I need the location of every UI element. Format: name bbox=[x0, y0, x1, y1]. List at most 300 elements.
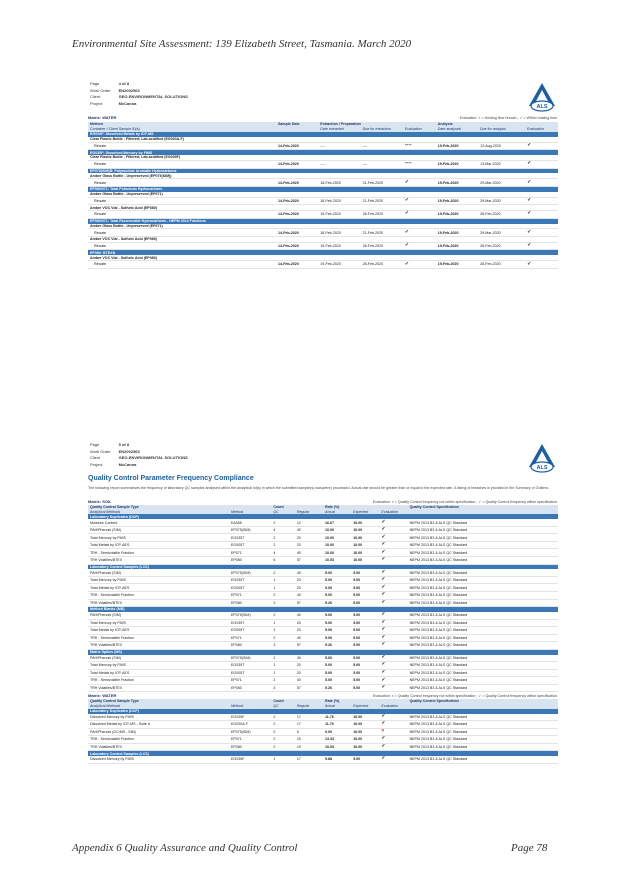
table-cell: Total Mercury by FIMS bbox=[88, 619, 229, 627]
meta-key: Work Order bbox=[90, 448, 111, 454]
table-cell: 15 bbox=[295, 736, 323, 744]
table-cell: NEPM 2013 B3 & ALS QC Standard bbox=[408, 684, 558, 692]
table-cell: NEPM 2013 B3 & ALS QC Standard bbox=[408, 655, 558, 662]
table-cell: Amber Glass Bottle - Unpreserved (EP071) bbox=[88, 224, 276, 229]
column-header: Method bbox=[88, 122, 276, 127]
evaluation-tick: ✓ bbox=[379, 669, 407, 677]
table-cell: 17 bbox=[295, 756, 323, 763]
table-cell: 6 bbox=[295, 728, 323, 736]
column-subheader: Actual bbox=[323, 510, 351, 515]
table-cell: 5.26 bbox=[323, 684, 351, 692]
table-cell: 5.00 bbox=[351, 677, 379, 685]
table-cell: 10.00 bbox=[351, 526, 379, 534]
evaluation-tick: ✓ bbox=[379, 634, 407, 642]
column-header: Extraction / Preparation bbox=[320, 122, 361, 127]
evaluation-tick: ✓ bbox=[379, 736, 407, 744]
meta-key: Client bbox=[90, 94, 101, 100]
table-cell: NEPM 2013 B3 & ALS QC Standard bbox=[408, 549, 558, 557]
table-cell: 10.00 bbox=[351, 541, 379, 549]
table-cell: 5.00 bbox=[323, 569, 351, 576]
table-cell: PAH/Phenols (GC/MS - SIM) bbox=[88, 728, 229, 736]
table-cell: 5.00 bbox=[323, 619, 351, 627]
table-cell: 20 bbox=[295, 534, 323, 542]
table-cell: 5.00 bbox=[323, 662, 351, 670]
matrix-label: Matrix: SOIL bbox=[88, 500, 112, 504]
evaluation-tick: ---- bbox=[403, 160, 436, 168]
table-cell: 17 bbox=[295, 714, 323, 721]
table-cell: 2 bbox=[271, 655, 295, 662]
table-cell: EP075(SIM) bbox=[229, 728, 271, 736]
table-cell: Total Metals by ICP-AES bbox=[88, 584, 229, 592]
table-cell: Rinsate bbox=[88, 179, 276, 187]
table-cell: 5.00 bbox=[351, 612, 379, 619]
table-row bbox=[88, 627, 558, 635]
table-cell: 2 bbox=[271, 569, 295, 576]
table-cell: NEPM 2013 B3 & ALS QC Standard bbox=[408, 728, 558, 736]
table-cell: 20 bbox=[295, 662, 323, 670]
table-row bbox=[88, 655, 558, 662]
table-cell: 28-Feb-2020 bbox=[478, 261, 525, 269]
table-cell: 6 bbox=[271, 556, 295, 564]
meta-key: Page bbox=[90, 442, 100, 447]
column-subheader: Expected bbox=[351, 510, 379, 515]
evaluation-tick: ✓ bbox=[379, 519, 407, 526]
column-subheader: QC bbox=[271, 704, 295, 709]
table-cell: 2 bbox=[271, 592, 295, 600]
evaluation-tick: ✓ bbox=[379, 556, 407, 564]
column-subheader: Method bbox=[229, 510, 271, 515]
meta-row bbox=[90, 82, 194, 87]
table-row bbox=[88, 677, 558, 685]
table-cell: EA055 bbox=[229, 519, 271, 526]
table-cell: 28-Feb-2020 bbox=[361, 242, 403, 250]
table-cell: NEPM 2013 B3 & ALS QC Standard bbox=[408, 642, 558, 650]
table-cell: 5.88 bbox=[323, 756, 351, 763]
table-cell: 14-Feb-2020 bbox=[276, 160, 318, 168]
evaluation-tick: ✓ bbox=[379, 655, 407, 662]
table-cell: TRH Volatiles/BTEX bbox=[88, 684, 229, 692]
table-cell: 5.26 bbox=[323, 599, 351, 607]
table-cell: Amber VOC Vial - Sulfuric Acid (EP080) bbox=[88, 236, 276, 242]
meta-value: GEO-ENVIRONMENTAL SOLUTIONS bbox=[118, 455, 188, 461]
table-cell: NEPM 2013 B3 & ALS QC Standard bbox=[408, 743, 558, 751]
evaluation-tick: ✓ bbox=[379, 677, 407, 685]
table-cell: EG035T bbox=[229, 534, 271, 542]
evaluation-tick: ✓ bbox=[525, 229, 558, 237]
evaluation-tick: ✓ bbox=[525, 160, 558, 168]
meta-row bbox=[90, 463, 194, 468]
table-cell: 19-Feb-2020 bbox=[436, 229, 478, 237]
table-cell: 12-Aug-2020 bbox=[478, 142, 525, 150]
column-subheader: Analytical Methods bbox=[88, 704, 229, 709]
table-cell: 10.00 bbox=[323, 541, 351, 549]
section-title: EG035F: Dissolved Mercury by FIMS bbox=[88, 150, 558, 155]
meta-row bbox=[90, 456, 194, 461]
table-cell: EP080 bbox=[229, 743, 271, 751]
table-cell: TRH - Semivolatile Fraction bbox=[88, 634, 229, 642]
table-row bbox=[88, 756, 558, 763]
table-cell: 1 bbox=[271, 662, 295, 670]
table-cell: Total Metals by ICP-AES bbox=[88, 541, 229, 549]
matrix-header-row bbox=[88, 116, 558, 121]
table-cell: 16.67 bbox=[323, 519, 351, 526]
table-row bbox=[88, 592, 558, 600]
section-title: Laboratory Duplicates (DUP) bbox=[88, 709, 558, 714]
table-cell: EG020A-F bbox=[229, 721, 271, 729]
table-cell: 5.00 bbox=[323, 612, 351, 619]
table-cell: 28-Feb-2020 bbox=[478, 211, 525, 219]
evaluation-tick: ✓ bbox=[403, 261, 436, 269]
table-cell: 2 bbox=[271, 541, 295, 549]
column-header: Count bbox=[271, 505, 295, 510]
table-cell: Total Metals by ICP-AES bbox=[88, 627, 229, 635]
table-cell: 2 bbox=[271, 519, 295, 526]
table-row bbox=[88, 519, 558, 526]
table-cell: NEPM 2013 B3 & ALS QC Standard bbox=[408, 534, 558, 542]
column-subheader: Regular bbox=[295, 510, 323, 515]
table-row bbox=[88, 556, 558, 564]
column-header: Sample Date bbox=[276, 122, 318, 127]
evaluation-tick: ✓ bbox=[403, 242, 436, 250]
evaluation-tick: ✓ bbox=[379, 541, 407, 549]
table-cell: NEPM 2013 B3 & ALS QC Standard bbox=[408, 662, 558, 670]
table-cell: 29-Mar-2020 bbox=[478, 179, 525, 187]
table-cell: 18-Feb-2020 bbox=[318, 197, 360, 205]
meta-value: EN2002563 bbox=[118, 87, 140, 93]
column-subheader: Date analysed bbox=[436, 127, 478, 132]
table-cell: EP071 bbox=[229, 677, 271, 685]
table-cell: 10.00 bbox=[351, 736, 379, 744]
evaluation-tick: ✓ bbox=[379, 627, 407, 635]
table-cell: 5.00 bbox=[323, 592, 351, 600]
evaluation-tick: × bbox=[379, 728, 407, 736]
table-cell: Rinsate bbox=[88, 211, 276, 219]
table-cell: 2 bbox=[271, 634, 295, 642]
evaluation-tick: ✓ bbox=[379, 612, 407, 619]
table-cell: 14-Feb-2020 bbox=[276, 229, 318, 237]
evaluation-tick: ✓ bbox=[525, 142, 558, 150]
table-cell: 29-Mar-2020 bbox=[478, 229, 525, 237]
column-subheader: Evaluation bbox=[379, 510, 407, 515]
section-title: Laboratory Duplicates (DUP) bbox=[88, 514, 558, 519]
table-cell: TRH - Semivolatile Fraction bbox=[88, 592, 229, 600]
evaluation-tick: ✓ bbox=[379, 526, 407, 534]
table-row bbox=[88, 662, 558, 670]
table-cell: PAH/Phenols (SIM) bbox=[88, 655, 229, 662]
meta-value: GEO-ENVIRONMENTAL SOLUTIONS bbox=[118, 94, 188, 100]
table-cell: NEPM 2013 B3 & ALS QC Standard bbox=[408, 721, 558, 729]
table-cell: EG035T bbox=[229, 576, 271, 584]
table-cell: Total Metals by ICP-AES bbox=[88, 669, 229, 677]
table-row bbox=[88, 736, 558, 744]
table-cell: NEPM 2013 B3 & ALS QC Standard bbox=[408, 736, 558, 744]
table-cell: 17 bbox=[295, 721, 323, 729]
section-title: Method Blanks (MB) bbox=[88, 607, 558, 612]
section-title: EP080: BTEXN bbox=[88, 250, 558, 255]
table-cell: EP080 bbox=[229, 642, 271, 650]
table-cell: 14-Feb-2020 bbox=[276, 211, 318, 219]
table-cell: 5.00 bbox=[351, 655, 379, 662]
section-title: Laboratory Control Samples (LCS) bbox=[88, 751, 558, 756]
table-cell: ---- bbox=[318, 142, 360, 150]
table-cell: 14-Feb-2020 bbox=[276, 242, 318, 250]
table-cell: 13-Mar-2020 bbox=[478, 160, 525, 168]
table-cell: EG005T bbox=[229, 627, 271, 635]
evaluation-legend: Evaluation: × = Quality Control frequency not within specification ; ✓ = Quality Control frequency within specification. bbox=[372, 500, 558, 504]
table-cell: 10.00 bbox=[351, 728, 379, 736]
meta-value: 4 of 8 bbox=[118, 81, 130, 86]
table-cell: Rinsate bbox=[88, 229, 276, 237]
meta-value: EN2002563 bbox=[118, 448, 140, 454]
table-cell: EP075(SIM) bbox=[229, 612, 271, 619]
table-cell: 21-Feb-2020 bbox=[361, 179, 403, 187]
matrix-label: Matrix: WATER bbox=[88, 115, 117, 120]
table-cell: 20 bbox=[295, 541, 323, 549]
evaluation-tick: ✓ bbox=[525, 197, 558, 205]
evaluation-tick: ✓ bbox=[379, 576, 407, 584]
table-cell: PAH/Phenols (SIM) bbox=[88, 526, 229, 534]
table-cell: 5.00 bbox=[351, 627, 379, 635]
evaluation-tick: ✓ bbox=[379, 584, 407, 592]
meta-value: 5 of 8 bbox=[118, 442, 130, 447]
column-header: Analysis bbox=[436, 122, 478, 127]
evaluation-legend: Evaluation: × = Holding time breach ; ✓ = Within holding time. bbox=[459, 116, 558, 120]
table-cell: EP080 bbox=[229, 684, 271, 692]
svg-text:ALS: ALS bbox=[536, 465, 548, 471]
qc-frequency-table bbox=[88, 505, 558, 693]
table-cell: PAH/Phenols (SIM) bbox=[88, 569, 229, 576]
table-row bbox=[88, 242, 558, 250]
column-subheader: Due for extraction bbox=[361, 127, 403, 132]
table-cell: TRH Volatiles/BTEX bbox=[88, 642, 229, 650]
meta-key: Work Order bbox=[90, 87, 111, 93]
qc-frequency-table bbox=[88, 699, 558, 764]
table-row bbox=[88, 599, 558, 607]
table-cell: Dissolved Metals by ICP-MS - Suite A bbox=[88, 721, 229, 729]
meta-key: Page bbox=[90, 81, 100, 86]
report-meta bbox=[88, 80, 196, 108]
table-cell: 5.00 bbox=[351, 684, 379, 692]
table-cell: NEPM 2013 B3 & ALS QC Standard bbox=[408, 677, 558, 685]
column-header: Rate (%) bbox=[323, 505, 351, 510]
column-subheader: Expected bbox=[351, 704, 379, 709]
evaluation-tick: ✓ bbox=[403, 179, 436, 187]
table-cell: Amber VOC Vial - Sulfuric Acid (EP080) bbox=[88, 255, 276, 260]
column-header: Quality Control Sample Type bbox=[88, 699, 229, 704]
table-cell: NEPM 2013 B3 & ALS QC Standard bbox=[408, 634, 558, 642]
evaluation-tick: ✓ bbox=[379, 619, 407, 627]
table-row bbox=[88, 584, 558, 592]
table-cell: NEPM 2013 B3 & ALS QC Standard bbox=[408, 612, 558, 619]
table-cell: 3 bbox=[271, 684, 295, 692]
table-cell: 11.76 bbox=[323, 714, 351, 721]
table-cell: 40 bbox=[295, 677, 323, 685]
page-header: Environmental Site Assessment: 139 Elizabeth Street, Tasmania. March 2020 bbox=[72, 38, 412, 50]
table-cell: Rinsate bbox=[88, 261, 276, 269]
qc-matrices bbox=[88, 498, 558, 764]
table-cell: 57 bbox=[295, 642, 323, 650]
matrix-label: Matrix: WATER bbox=[88, 694, 117, 699]
evaluation-tick: ✓ bbox=[379, 599, 407, 607]
table-cell: Moisture Content bbox=[88, 519, 229, 526]
table-cell: 12 bbox=[295, 519, 323, 526]
table-cell: 5.00 bbox=[323, 655, 351, 662]
table-cell: Clear Plastic Bottle - Filtered; Lab-acidified (EG035F) bbox=[88, 155, 276, 160]
column-subheader: Evaluation bbox=[379, 704, 407, 709]
table-cell: 18-Feb-2020 bbox=[318, 179, 360, 187]
footer-page-number: Page 78 bbox=[511, 842, 548, 854]
table-row bbox=[88, 526, 558, 534]
meta-value: McCanna bbox=[118, 100, 137, 106]
table-cell: Amber Glass Bottle - Unpreserved (EP071) bbox=[88, 192, 276, 197]
table-cell: 5.00 bbox=[351, 756, 379, 763]
meta-row bbox=[90, 443, 194, 448]
table-cell: 19-Feb-2020 bbox=[436, 211, 478, 219]
table-cell: 40 bbox=[295, 526, 323, 534]
table-cell: NEPM 2013 B3 & ALS QC Standard bbox=[408, 556, 558, 564]
table-cell: 1 bbox=[271, 584, 295, 592]
column-header: Count bbox=[271, 699, 295, 704]
table-cell: Rinsate bbox=[88, 142, 276, 150]
column-subheader: Evaluation bbox=[525, 127, 558, 132]
evaluation-tick: ✓ bbox=[379, 549, 407, 557]
table-cell: 57 bbox=[295, 684, 323, 692]
table-row bbox=[88, 714, 558, 721]
column-header: Quality Control Specification bbox=[408, 699, 558, 704]
table-row bbox=[88, 229, 558, 237]
table-cell: EP071 bbox=[229, 736, 271, 744]
table-cell: Amber Glass Bottle - Unpreserved (EP075(SIM)) bbox=[88, 173, 276, 178]
table-cell: EP080 bbox=[229, 599, 271, 607]
table-cell: Total Mercury by FIMS bbox=[88, 576, 229, 584]
table-row bbox=[88, 211, 558, 219]
meta-row bbox=[90, 89, 194, 94]
table-cell: ---- bbox=[318, 160, 360, 168]
table-cell: NEPM 2013 B3 & ALS QC Standard bbox=[408, 592, 558, 600]
qc-frequency-report bbox=[88, 441, 558, 801]
evaluation-tick: ✓ bbox=[379, 714, 407, 721]
evaluation-tick: ✓ bbox=[525, 242, 558, 250]
table-cell: Total Mercury by FIMS bbox=[88, 534, 229, 542]
table-row bbox=[88, 642, 558, 650]
table-cell: 5.00 bbox=[323, 584, 351, 592]
table-cell: 19-Feb-2020 bbox=[436, 160, 478, 168]
table-row bbox=[88, 549, 558, 557]
table-cell: 10.00 bbox=[351, 721, 379, 729]
table-row bbox=[88, 576, 558, 584]
table-cell: 20 bbox=[295, 627, 323, 635]
meta-key: Client bbox=[90, 455, 101, 461]
table-cell: EP071 bbox=[229, 592, 271, 600]
section-title: EP075(SIM)B: Polynuclear Aromatic Hydrocarbons bbox=[88, 168, 558, 173]
column-header: Rate (%) bbox=[323, 699, 351, 704]
table-cell: TRH - Semivolatile Fraction bbox=[88, 549, 229, 557]
table-cell: NEPM 2013 B3 & ALS QC Standard bbox=[408, 576, 558, 584]
table-cell: EG035F bbox=[229, 714, 271, 721]
table-cell: 2 bbox=[271, 743, 295, 751]
evaluation-tick: ✓ bbox=[525, 261, 558, 269]
meta-key: Project bbox=[90, 461, 103, 467]
table-cell: 19-Feb-2020 bbox=[318, 261, 360, 269]
table-cell: 19-Feb-2020 bbox=[436, 179, 478, 187]
table-row bbox=[88, 569, 558, 576]
table-cell: 40 bbox=[295, 612, 323, 619]
table-cell: 14-Feb-2020 bbox=[276, 197, 318, 205]
table-cell: 40 bbox=[295, 549, 323, 557]
column-subheader: Evaluation bbox=[403, 127, 436, 132]
table-cell: 19-Feb-2020 bbox=[436, 242, 478, 250]
section-title: EP080/071: Total Recoverable Hydrocarbons - NEPM 2013 Fractions bbox=[88, 218, 558, 223]
table-cell: TRH - Semivolatile Fraction bbox=[88, 736, 229, 744]
table-cell: 10.53 bbox=[323, 556, 351, 564]
section-title: Laboratory Control Samples (LCS) bbox=[88, 564, 558, 569]
table-cell: 1 bbox=[271, 619, 295, 627]
table-row bbox=[88, 534, 558, 542]
table-cell: NEPM 2013 B3 & ALS QC Standard bbox=[408, 541, 558, 549]
table-cell: 20 bbox=[295, 576, 323, 584]
table-cell: 3 bbox=[271, 642, 295, 650]
table-cell: 2 bbox=[271, 612, 295, 619]
table-row bbox=[88, 634, 558, 642]
meta-row bbox=[90, 102, 194, 107]
report-intro: The following report summarises the frequency of laboratory QC samples analysed within the analytical lot(s) in which the submitted sample(s) was(were) processed. Actual rate should be greater than or equal to the expected rate. A listing of breaches is provided in the Summary of Outliers. bbox=[88, 486, 550, 490]
table-row bbox=[88, 197, 558, 205]
evaluation-tick: ✓ bbox=[379, 534, 407, 542]
holding-time-table bbox=[88, 122, 558, 269]
section-title: Matrix Spikes (MS) bbox=[88, 649, 558, 654]
table-row bbox=[88, 728, 558, 736]
footer-left: Appendix 6 Quality Assurance and Quality Control bbox=[72, 842, 298, 854]
table-cell: EP071 bbox=[229, 634, 271, 642]
table-cell: 19 bbox=[295, 743, 323, 751]
table-cell: 57 bbox=[295, 599, 323, 607]
table-cell: 5.00 bbox=[351, 669, 379, 677]
table-cell: 11.76 bbox=[323, 721, 351, 729]
table-row bbox=[88, 619, 558, 627]
evaluation-tick: ✓ bbox=[379, 743, 407, 751]
table-cell: NEPM 2013 B3 & ALS QC Standard bbox=[408, 599, 558, 607]
evaluation-tick: ✓ bbox=[379, 569, 407, 576]
evaluation-tick: ✓ bbox=[403, 229, 436, 237]
table-cell: 5.00 bbox=[351, 634, 379, 642]
table-cell: 10.00 bbox=[351, 743, 379, 751]
table-cell: 21-Feb-2020 bbox=[361, 197, 403, 205]
column-subheader: Container / Client Sample ID(s) bbox=[88, 127, 276, 132]
table-cell: NEPM 2013 B3 & ALS QC Standard bbox=[408, 669, 558, 677]
table-cell: 1 bbox=[271, 756, 295, 763]
table-cell: NEPM 2013 B3 & ALS QC Standard bbox=[408, 714, 558, 721]
table-cell: 1 bbox=[271, 627, 295, 635]
table-cell: 5.00 bbox=[323, 634, 351, 642]
report-meta bbox=[88, 441, 196, 469]
table-cell: 10.00 bbox=[351, 534, 379, 542]
evaluation-tick: ✓ bbox=[403, 211, 436, 219]
evaluation-tick: ✓ bbox=[379, 592, 407, 600]
table-cell: NEPM 2013 B3 & ALS QC Standard bbox=[408, 569, 558, 576]
column-header: Quality Control Specification bbox=[408, 505, 558, 510]
table-cell: EP075(SIM) bbox=[229, 569, 271, 576]
column-subheader: QC bbox=[271, 510, 295, 515]
table-cell: 19-Feb-2020 bbox=[436, 142, 478, 150]
evaluation-tick: ✓ bbox=[379, 721, 407, 729]
table-cell: 21-Feb-2020 bbox=[361, 229, 403, 237]
table-row bbox=[88, 179, 558, 187]
table-cell: EG035T bbox=[229, 662, 271, 670]
table-cell: EG035F bbox=[229, 756, 271, 763]
table-cell: 2 bbox=[271, 721, 295, 729]
table-row bbox=[88, 261, 558, 269]
table-cell: 57 bbox=[295, 556, 323, 564]
